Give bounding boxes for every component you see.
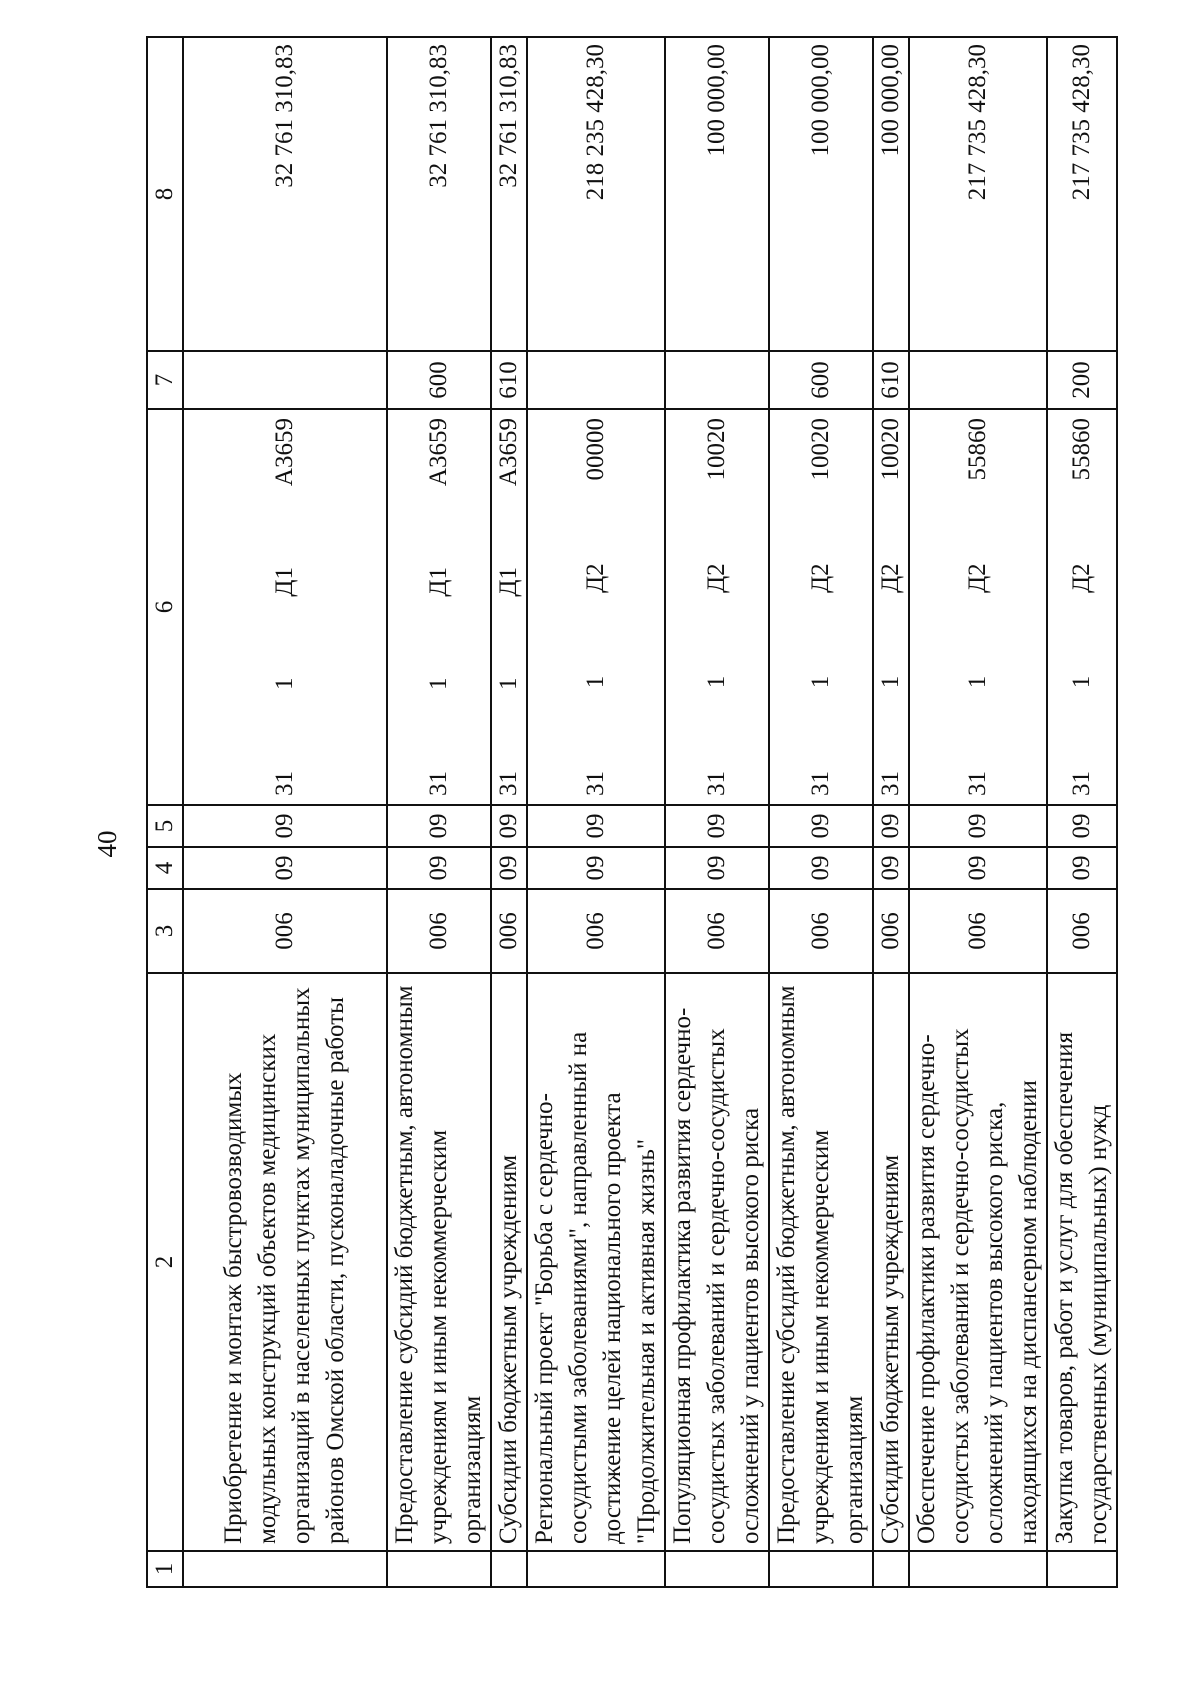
cs-part: Д2 xyxy=(807,563,834,593)
cell-expense-type: 610 xyxy=(491,351,527,409)
cell-number xyxy=(1047,1551,1117,1587)
cell-name: Предоставление субсидий бюджетным, автономным учреждениям и иным некоммерческим организациям xyxy=(769,973,873,1551)
cell-section: 09 xyxy=(527,847,665,889)
cs-part: 1 xyxy=(582,675,609,689)
cell-name: Субсидии бюджетным учреждениям xyxy=(491,973,527,1551)
cell-name: Приобретение и монтаж быстровозводимых модульных конструкций объектов медицинских организаций в населенных пунктах муниципальных районов Омской области, пусконаладочные работы xyxy=(183,973,387,1551)
cs-part: Д1 xyxy=(425,567,452,597)
cs-part: А3659 xyxy=(425,418,452,487)
cs-part: 31 xyxy=(582,771,609,796)
budget-table xyxy=(146,36,1118,1588)
cs-part: 31 xyxy=(877,771,904,796)
cell-amount: 218 235 428,30 xyxy=(527,37,665,351)
cell-amount: 32 761 310,83 xyxy=(387,37,491,351)
cell-subsection: 09 xyxy=(183,805,387,847)
page-number: 40 xyxy=(92,830,122,858)
cell-target-article xyxy=(909,409,1047,805)
table-row xyxy=(909,37,1047,1587)
cell-name: Субсидии бюджетным учреждениям xyxy=(873,973,909,1551)
cell-section: 09 xyxy=(909,847,1047,889)
cell-number xyxy=(491,1551,527,1587)
cs-part: 1 xyxy=(1068,675,1095,689)
cs-part: 10020 xyxy=(877,418,904,481)
cell-section: 09 xyxy=(1047,847,1117,889)
cs-part: 31 xyxy=(703,771,730,796)
cs-part: 55860 xyxy=(1068,418,1095,481)
cell-amount: 217 735 428,30 xyxy=(1047,37,1117,351)
table-row xyxy=(665,37,769,1587)
cell-expense-type: 600 xyxy=(769,351,873,409)
cell-number xyxy=(665,1551,769,1587)
cell-subsection: 09 xyxy=(1047,805,1117,847)
table-row xyxy=(491,37,527,1587)
cell-number xyxy=(387,1551,491,1587)
cell-section: 09 xyxy=(183,847,387,889)
cell-number xyxy=(527,1551,665,1587)
cell-expense-type: 200 xyxy=(1047,351,1117,409)
header-cell: 8 xyxy=(147,37,183,351)
cell-subsection: 09 xyxy=(387,805,491,847)
cs-part: 10020 xyxy=(807,418,834,481)
table-row xyxy=(387,37,491,1587)
cs-part: 1 xyxy=(271,677,298,691)
cs-part: Д1 xyxy=(271,567,298,597)
cell-code: 006 xyxy=(491,889,527,973)
cell-code: 006 xyxy=(1047,889,1117,973)
cs-part: 1 xyxy=(703,675,730,689)
cell-number xyxy=(909,1551,1047,1587)
cell-section: 09 xyxy=(769,847,873,889)
cs-part: Д2 xyxy=(964,563,991,593)
cell-number xyxy=(769,1551,873,1587)
cs-part: 1 xyxy=(807,675,834,689)
cell-target-article xyxy=(1047,409,1117,805)
cell-section: 09 xyxy=(387,847,491,889)
cell-number xyxy=(183,1551,387,1587)
cell-section: 09 xyxy=(491,847,527,889)
cell-subsection: 09 xyxy=(769,805,873,847)
cell-amount: 100 000,00 xyxy=(769,37,873,351)
cs-part: Д2 xyxy=(1068,563,1095,593)
header-row xyxy=(147,37,183,1587)
cs-part: Д2 xyxy=(877,563,904,593)
cell-code: 006 xyxy=(527,889,665,973)
cell-expense-type xyxy=(183,351,387,409)
cell-target-article xyxy=(769,409,873,805)
cs-part: 31 xyxy=(495,771,522,796)
cell-code: 006 xyxy=(909,889,1047,973)
cell-subsection: 09 xyxy=(873,805,909,847)
cs-part: А3659 xyxy=(495,418,522,487)
cell-code: 006 xyxy=(387,889,491,973)
cell-target-article xyxy=(873,409,909,805)
cs-part: 10020 xyxy=(703,418,730,481)
cell-expense-type xyxy=(527,351,665,409)
cs-part: 31 xyxy=(425,771,452,796)
cs-part: 1 xyxy=(964,675,991,689)
cs-part: 1 xyxy=(495,677,522,691)
cell-section: 09 xyxy=(665,847,769,889)
cs-part: 31 xyxy=(1068,771,1095,796)
cell-name: Закупка товаров, работ и услуг для обеспечения государственных (муниципальных) нужд xyxy=(1047,973,1117,1551)
cell-target-article xyxy=(387,409,491,805)
cell-expense-type: 610 xyxy=(873,351,909,409)
header-cell: 4 xyxy=(147,847,183,889)
cs-part: А3659 xyxy=(271,418,298,487)
table-row xyxy=(873,37,909,1587)
cell-name: Обеспечение профилактики развития сердечно-сосудистых заболеваний и сердечно-сосудистых осложнений у пациентов высокого риска, находящихся на диспансерном наблюдении xyxy=(909,973,1047,1551)
cs-part: 31 xyxy=(271,771,298,796)
cell-code: 006 xyxy=(665,889,769,973)
header-cell: 2 xyxy=(147,973,183,1551)
cell-code: 006 xyxy=(873,889,909,973)
cell-amount: 32 761 310,83 xyxy=(183,37,387,351)
cell-expense-type xyxy=(909,351,1047,409)
cell-target-article xyxy=(183,409,387,805)
cell-amount: 100 000,00 xyxy=(665,37,769,351)
cs-part: 31 xyxy=(807,771,834,796)
cell-target-article xyxy=(527,409,665,805)
cs-part: 00000 xyxy=(582,418,609,481)
cs-part: 31 xyxy=(964,771,991,796)
cell-subsection: 09 xyxy=(665,805,769,847)
cs-part: Д2 xyxy=(703,563,730,593)
cs-part: 1 xyxy=(425,677,452,691)
cell-section: 09 xyxy=(873,847,909,889)
header-cell: 6 xyxy=(147,409,183,805)
cell-expense-type xyxy=(665,351,769,409)
cell-amount: 217 735 428,30 xyxy=(909,37,1047,351)
table-row xyxy=(527,37,665,1587)
cs-part: Д1 xyxy=(495,567,522,597)
header-cell: 1 xyxy=(147,1551,183,1587)
cell-amount: 32 761 310,83 xyxy=(491,37,527,351)
cs-part: 1 xyxy=(877,675,904,689)
table-row xyxy=(769,37,873,1587)
cell-subsection: 09 xyxy=(527,805,665,847)
cell-subsection: 09 xyxy=(909,805,1047,847)
table-row xyxy=(1047,37,1117,1587)
cell-code: 006 xyxy=(183,889,387,973)
cell-name: Региональный проект "Борьба с сердечно-сосудистыми заболеваниями", направленный на достижение целей национального проекта "Продолжительная и активная жизнь" xyxy=(527,973,665,1551)
header-cell: 7 xyxy=(147,351,183,409)
cs-part: 55860 xyxy=(964,418,991,481)
cell-amount: 100 000,00 xyxy=(873,37,909,351)
header-cell: 5 xyxy=(147,805,183,847)
cs-part: Д2 xyxy=(582,563,609,593)
table-row xyxy=(183,37,387,1587)
cell-target-article xyxy=(491,409,527,805)
cell-subsection: 09 xyxy=(491,805,527,847)
cell-name: Предоставление субсидий бюджетным, автономным учреждениям и иным некоммерческим организациям xyxy=(387,973,491,1551)
cell-target-article xyxy=(665,409,769,805)
cell-expense-type: 600 xyxy=(387,351,491,409)
cell-name: Популяционная профилактика развития сердечно-сосудистых заболеваний и сердечно-сосудистых осложнений у пациентов высокого риска xyxy=(665,973,769,1551)
cell-number xyxy=(873,1551,909,1587)
header-cell: 3 xyxy=(147,889,183,973)
cell-code: 006 xyxy=(769,889,873,973)
